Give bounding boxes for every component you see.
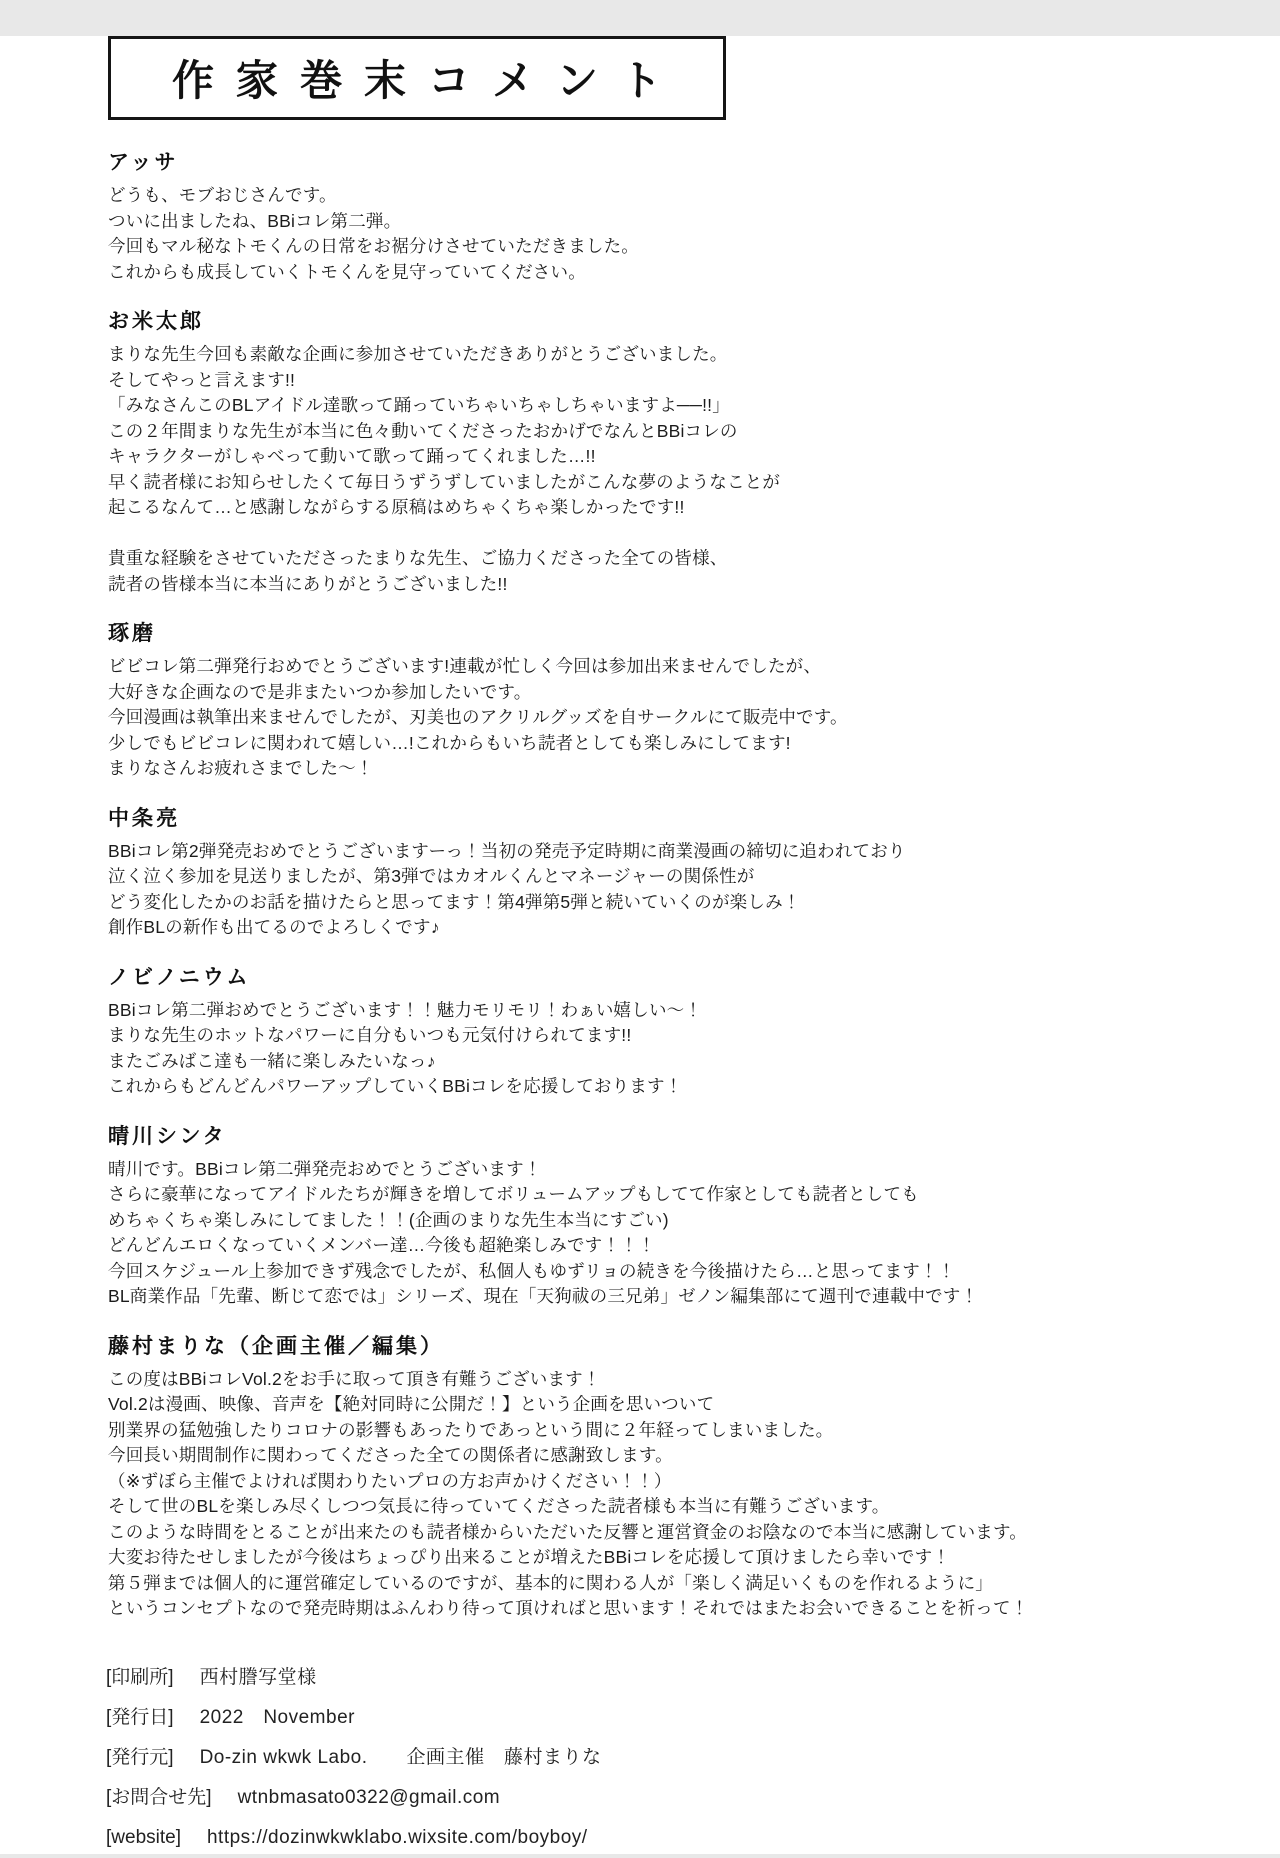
comment-line: ビビコレ第二弾発行おめでとうございます!連載が忙しく今回は参加出来ませんでしたが、 [108,656,822,676]
colophon-row [106,1738,1280,1778]
colophon-value: 西村謄写堂様 [199,1666,317,1688]
colophon-row [106,1658,1280,1698]
comment-line: 晴川です。BBiコレ第二弾発売おめでとうございます！ [108,1158,542,1179]
colophon-value: wtnbmasato0322@gmail.com [237,1786,501,1808]
comment-line: 大変お待たせしましたが今後はちょっぴり出来ることが増えたBBiコレを応援して頂けましたら幸いです！ [108,1547,951,1567]
comment-line: 別業界の猛勉強したりコロナの影響もあったりであっという間に２年経ってしまいました。 [108,1419,834,1440]
comment-line: 貴重な経験をさせていたださったまりな先生、ご協力くださった全ての皆様、 [108,548,728,568]
comment-line: 読者の皆様本当に本当にありがとうございました!! [108,573,508,594]
comment-line: というコンセプトなので発売時期はふんわり待って頂ければと思います！それではまたお会いできることを祈って！ [108,1598,1029,1618]
comment-line: まりな先生今回も素敵な企画に参加させていただきありがとうございました。 [108,344,728,364]
comment-line: まりなさんお疲れさまでした～！ [108,758,374,778]
comment-line: さらに豪華になってアイドルたちが輝きを増してボリュームアップもしてて作家としても読者としても [108,1184,919,1204]
comment-line: 第５弾までは個人的に運営確定しているのですが、基本的に関わる人が「楽しく満足いくものを作れるように」 [108,1572,993,1593]
comment-line: 今回スケジュール上参加できず残念でしたが、私個人もゆずリョの続きを今後描けたら…と思ってます！！ [108,1260,956,1281]
author-name: 晴川シンタ [108,1124,227,1148]
colophon-row [106,1778,1280,1818]
author-name: お米太郎 [108,310,204,333]
author-section [108,305,1210,597]
comment-line: このような時間をとることが出来たのも読者様からいただいた反響と運営資金のお陰なので本当に感謝しています。 [108,1521,1027,1542]
colophon-row [106,1698,1280,1738]
comment-line: ついに出ましたね、BBiコレ第二弾。 [108,210,402,231]
author-section [108,1120,1210,1310]
comment-line: どんどんエロくなっていくメンバー達…今後も超絶楽しみです！！！ [108,1235,656,1255]
author-name: 中条亮 [108,806,180,830]
comments-list [108,146,1210,1622]
page-title-box [108,36,726,120]
comment-line: そしてやっと言えます!! [108,369,296,390]
author-comment [108,183,1210,285]
comment-line: 今回長い期間制作に関わってくださった全ての関係者に感謝致します。 [108,1445,673,1465]
comment-line: 今回もマル秘なトモくんの日常をお裾分けさせていただきました。 [108,236,639,256]
afterword-page [0,36,1280,1854]
author-comment [108,1367,1210,1622]
author-name: ノビノニウム [108,965,251,989]
author-name: アッサ [108,151,179,174]
comment-line: 早く読者様にお知らせしたくて毎日うずうずしていましたがこんな夢のようなことが [108,471,781,492]
colophon-label: [お問合せ先] [106,1786,212,1808]
comment-line: この度はBBiコレVol.2をお手に取って頂き有難うございます！ [108,1368,601,1389]
comment-line: どうも、モブおじさんです。 [108,185,337,205]
comment-line: 少しでもビビコレに関われて嬉しい…!これからもいち読者としても楽しみにしてます! [108,732,791,753]
comment-line: 泣く泣く参加を見送りましたが、第3弾ではカオルくんとマネージャーの関係性が [108,866,755,886]
comment-line: まりな先生のホットなパワーに自分もいつも元気付けられてます!! [108,1025,632,1045]
colophon-value: https://dozinwkwklabo.wixsite.com/boyboy/ [206,1826,588,1848]
colophon [106,1658,1280,1858]
comment-line: これからもどんどんパワーアップしていくBBiコレを応援しております！ [108,1076,683,1096]
comment-line: 大好きな企画なので是非またいつか参加したいです。 [108,681,532,702]
colophon-value: 2022 November [199,1706,355,1728]
comment-line: 創作BLの新作も出てるのでよろしくです♪ [108,917,440,937]
colophon-label: [website] [106,1826,181,1848]
comment-line: 今回漫画は執筆出来ませんでしたが、刃美也のアクリルグッズを自サークルにて販売中です。 [108,707,848,727]
colophon-value: Do-zin wkwk Labo. 企画主催 藤村まりな [199,1746,602,1768]
comment-line: BBiコレ第2弾発売おめでとうございますーっ！当初の発売予定時期に商業漫画の締切に追われており [108,840,906,861]
author-section [108,146,1210,285]
colophon-label: [印刷所] [106,1666,174,1688]
colophon-row [106,1818,1280,1858]
colophon-label: [発行日] [106,1706,174,1728]
comment-line: どう変化したかのお話を描けたらと思ってます！第4弾第5弾と続いていくのが楽しみ！ [108,891,801,912]
author-name: 藤村まりな（企画主催／編集） [108,1334,444,1358]
author-comment [108,654,1210,782]
author-section [108,617,1210,782]
comment-line [108,521,1210,547]
author-comment [108,342,1210,597]
author-comment [108,1157,1210,1310]
author-comment [108,998,1210,1100]
comment-line: この２年間まりな先生が本当に色々動いてくださったおかげでなんとBBiコレの [108,420,738,441]
comment-line: BBiコレ第二弾おめでとうございます！！魅力モリモリ！わぁい嬉しい～！ [108,999,703,1020]
comment-line: そして世のBLを楽しみ尽くしつつ気長に待っていてくださった読者様も本当に有難うございます。 [108,1496,890,1516]
comment-line: Vol.2は漫画、映像、音声を【絶対同時に公開だ！】という企画を思いついて [108,1394,715,1414]
author-comment [108,839,1210,941]
author-name: 琢磨 [108,622,156,645]
comment-line: （※ずぼら主催でよければ関わりたいプロの方お声かけください！！） [108,1470,672,1491]
comment-line: BL商業作品「先輩、断じて恋では」シリーズ、現在「天狗祓の三兄弟」ゼノン編集部にて週刊で連載中です！ [108,1286,979,1306]
colophon-label: [発行元] [106,1746,174,1768]
comment-line: またごみばこ達も一緒に楽しみたいなっ♪ [108,1050,436,1071]
comment-line: めちゃくちゃ楽しみにしてました！！(企画のまりな先生本当にすごい) [108,1209,669,1230]
comment-line: キャラクターがしゃべって動いて歌って踊ってくれました…!! [108,446,596,466]
comment-line: 起こるなんて…と感謝しながらする原稿はめちゃくちゃ楽しかったです!! [108,497,685,517]
comment-line: これからも成長していくトモくんを見守っていてください。 [108,261,586,282]
comment-line: 「みなさんこのBLアイドル達歌って踊っていちゃいちゃしちゃいますよ──!!」 [108,395,730,415]
page-title: 作家巻末コメント [171,57,684,104]
author-section [108,961,1210,1100]
author-section [108,802,1210,941]
author-section [108,1330,1210,1622]
